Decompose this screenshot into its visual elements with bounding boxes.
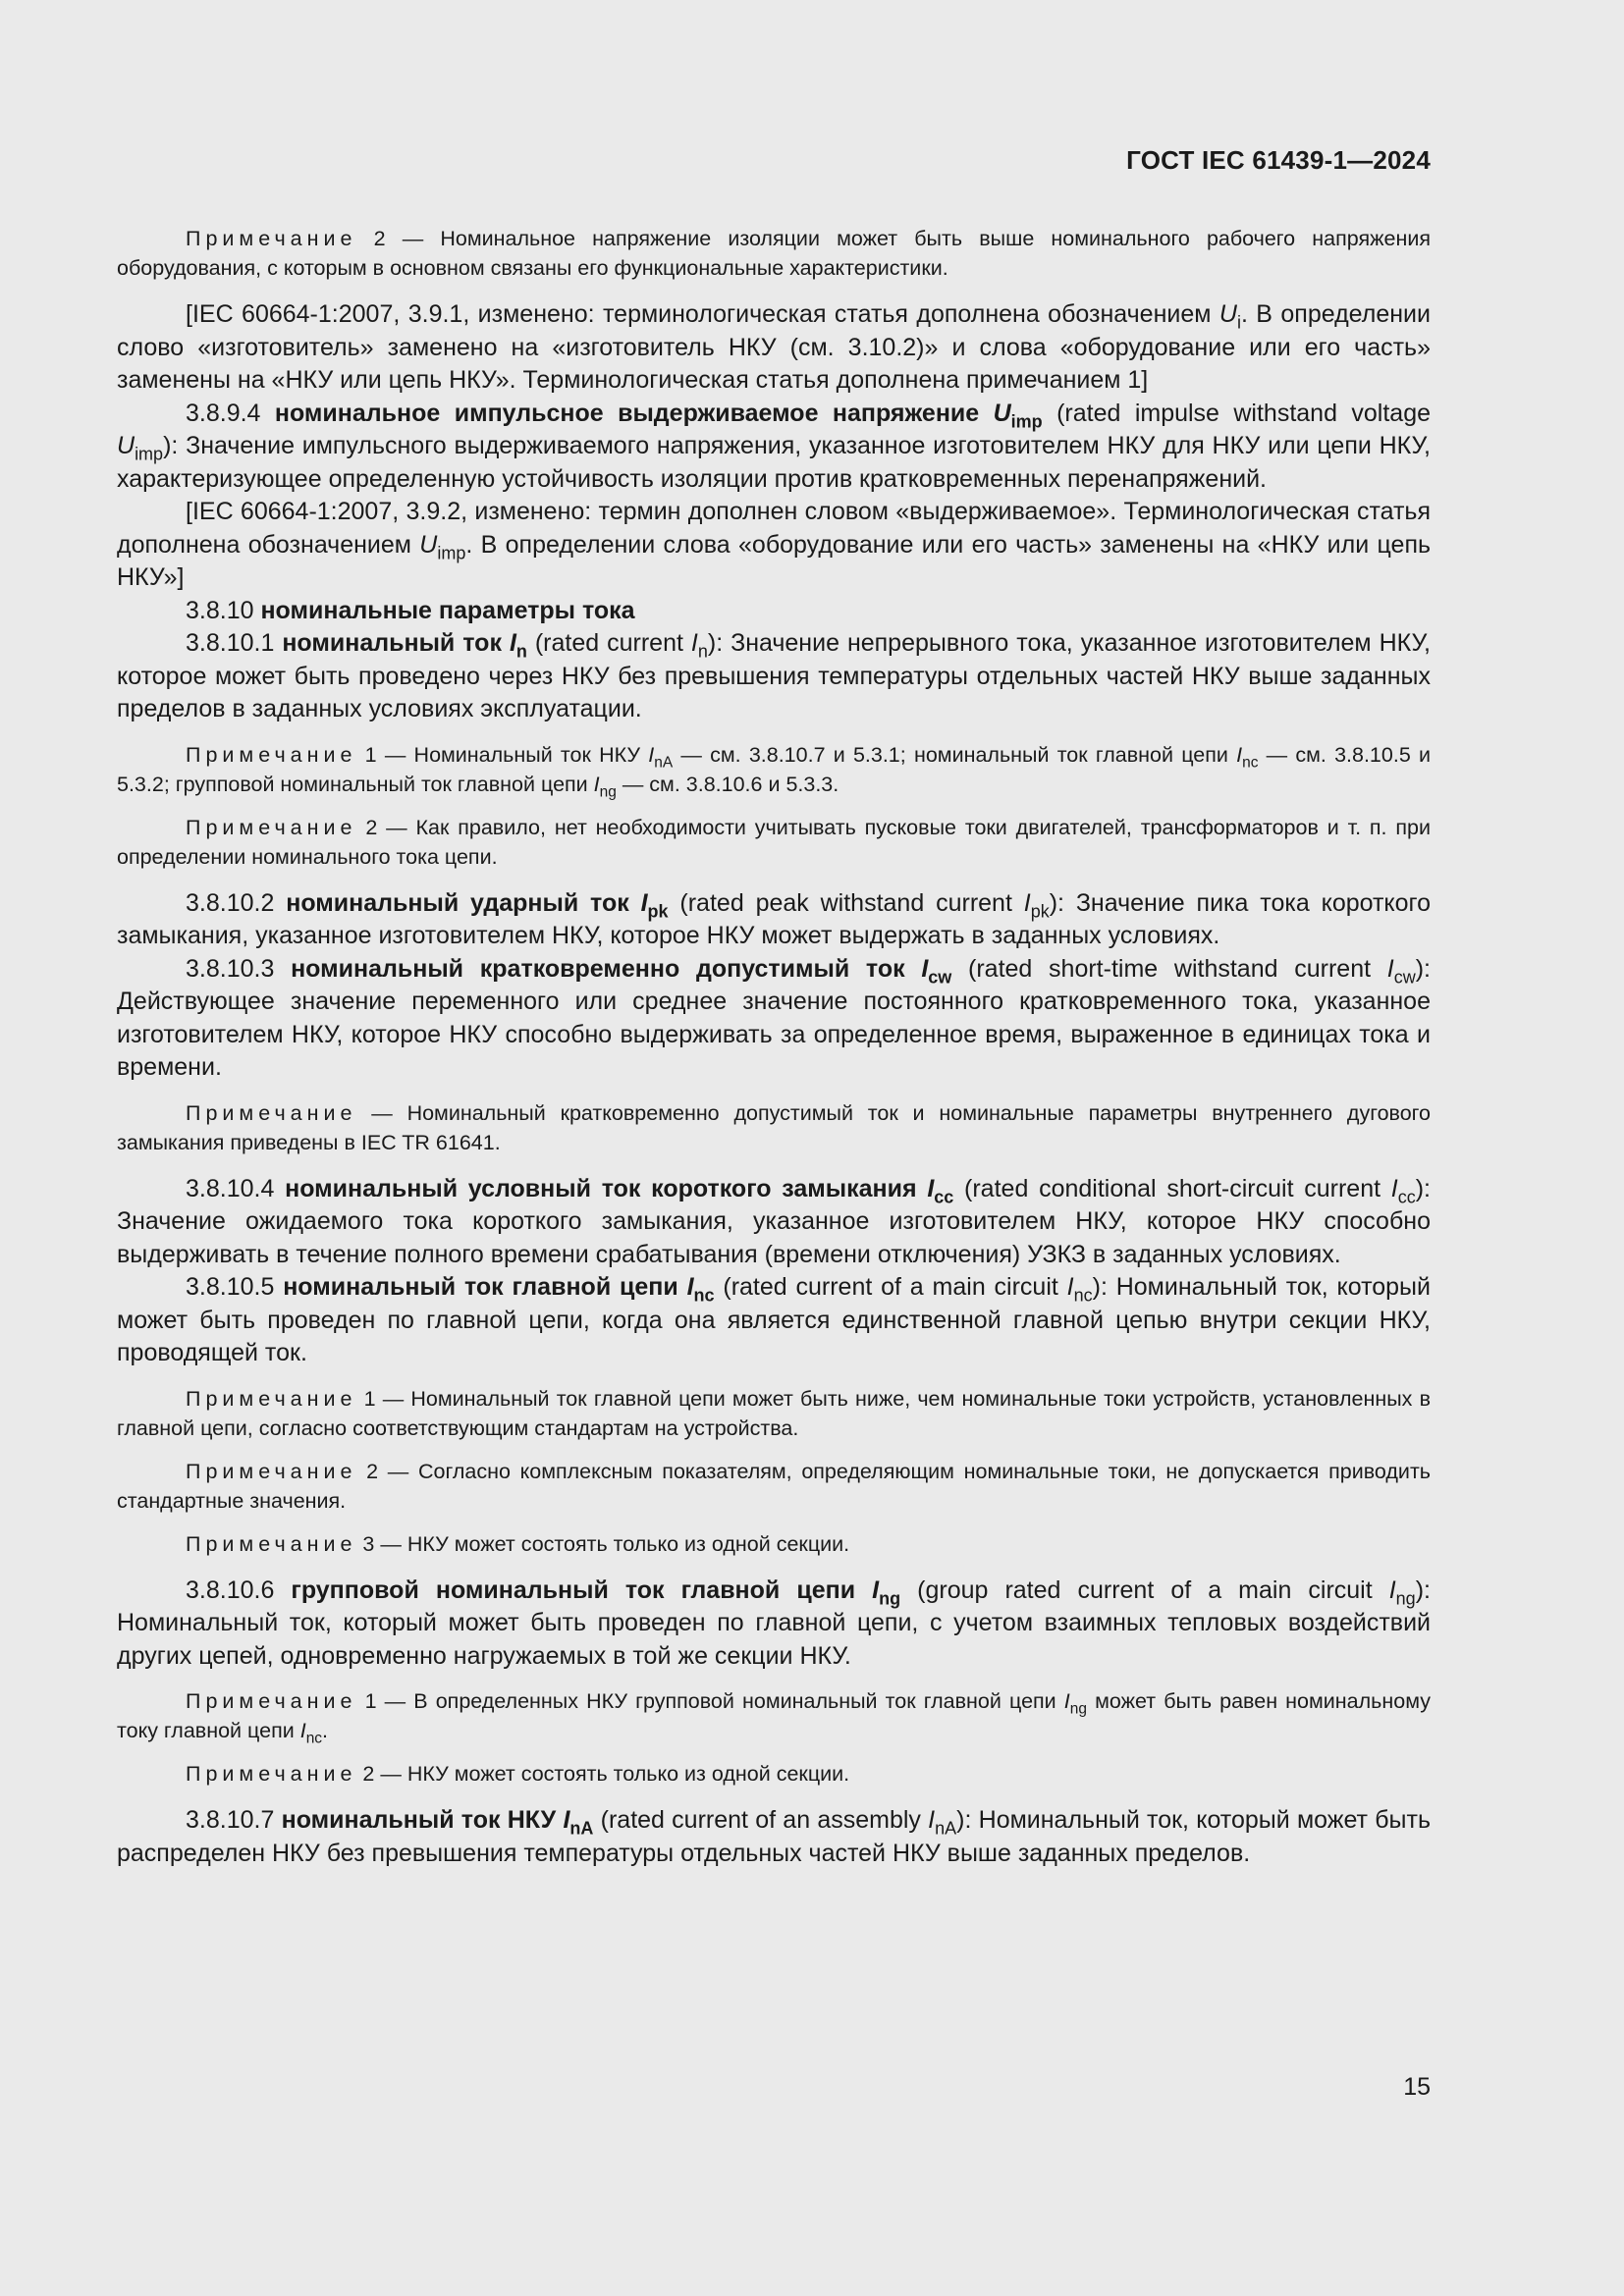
source-reference-paragraph: [IEC 60664-1:2007, 3.9.1, изменено: терминологическая статья дополнена обозначением $U_i$. В определении слово «изготовитель» заменено на «изготовитель НКУ (см. 3.10.2)» и слова «оборудование или его часть» заменены на «НКУ или цепь НКУ». Терминологическая статья дополнена примечанием 1] [117, 300, 1431, 394]
term-3-8-9-4: 3.8.9.4 номинальное импульсное выдерживаемое напряжение $U_{imp}$ (rated impulse withstand voltage $U_{imp}$): Значение импульсного выдерживаемого напряжения, указанное изготовителем НКУ для НКУ или цепи НКУ, характеризующее определенную устойчивость изоляции против кратковременных перенапряжений. [117, 399, 1432, 493]
term-3-8-10-5: 3.8.10.5 номинальный ток главной цепи $I_{nc}$ (rated current of a main circuit $I_{nc}$): Номинальный ток, который может быть проведен по главной цепи, когда она является единственной главной цепью внутри секции НКУ, проводящей ток. [117, 1273, 1431, 1366]
term-3-8-10-4: 3.8.10.4 номинальный условный ток короткого замыкания $I_{cc}$ (rated conditional short-circuit current $I_{cc}$): Значение ожидаемого тока короткого замыкания, указанное изготовителем НКУ, которое НКУ способно выдерживать в течение полного времени срабатывания (времени отключения) УЗКЗ в заданных условиях. [117, 1174, 1432, 1268]
note-paragraph: Примечание 3 — НКУ может состоять только из одной секции. [186, 1531, 850, 1556]
note-paragraph: Примечание 1 — В определенных НКУ групповой номинальный ток главной цепи $I_{ng}$ может быть равен номинальному току главной цепи $I_{nc}$. [117, 1689, 1431, 1747]
page-number: 15 [1403, 2073, 1431, 2101]
note-paragraph: Примечание 1 — Номинальный ток НКУ $I_{nA}$ — см. 3.8.10.7 и 5.3.1; номинальный ток главной цепи $I_{nc}$ — см. 3.8.10.5 и 5.3.2; групповой номинальный ток главной цепи $I_{ng}$ — см. 3.8.10.6 и 5.3.3. [117, 742, 1431, 800]
source-reference-paragraph: [IEC 60664-1:2007, 3.9.2, изменено: термин дополнен словом «выдерживаемое». Терминологическая статья дополнена обозначением $U_{imp}$. В определении слова «оборудование или его часть» заменены на «НКУ или цепь НКУ»] [117, 498, 1432, 591]
term-3-8-10-1: 3.8.10.1 номинальный ток $I_n$ (rated current $I_n$): Значение непрерывного тока, указанное изготовителем НКУ, которое может быть проведено через НКУ без превышения температуры отдельных частей НКУ выше заданных пределов в заданных условиях эксплуатации. [117, 629, 1431, 722]
document-body [117, 224, 1431, 1870]
term-3-8-10: 3.8.10 номинальные параметры тока [186, 596, 635, 624]
term-3-8-10-6: 3.8.10.6 групповой номинальный ток главной цепи $I_{ng}$ (group rated current of a main circuit $I_{ng}$): Номинальный ток, который может быть проведен по главной цепи, с учетом взаимных тепловых воздействий других цепей, одновременно нагружаемых в той же секции НКУ. [117, 1575, 1431, 1670]
term-3-8-10-7: 3.8.10.7 номинальный ток НКУ $I_{nA}$ (rated current of an assembly $I_{nA}$): Номинальный ток, который может быть распределен НКУ без превышения температуры отдельных частей НКУ выше заданных пределов. [117, 1806, 1431, 1867]
note-paragraph: Примечание — Номинальный кратковременно допустимый ток и номинальные параметры внутреннего дугового замыкания приведены в IEC TR 61641. [117, 1100, 1431, 1154]
note-paragraph: Примечание 2 — Номинальное напряжение изоляции может быть выше номинального рабочего напряжения оборудования, с которым в основном связаны его функциональные характеристики. [117, 227, 1431, 280]
note-paragraph: Примечание 2 — НКУ может состоять только из одной секции. [186, 1762, 850, 1786]
document-code-header: ГОСТ IEC 61439-1—2024 [1126, 145, 1431, 175]
term-3-8-10-3: 3.8.10.3 номинальный кратковременно допустимый ток $I_{cw}$ (rated short-time withstand current $I_{cw}$): Действующее значение переменного или среднее значение постоянного кратковременного тока, указанное изготовителем НКУ, которое НКУ способно выдерживать за определенное время, выраженное в единицах тока и времени. [117, 954, 1431, 1081]
term-3-8-10-2: 3.8.10.2 номинальный ударный ток $I_{pk}$ (rated peak withstand current $I_{pk}$): Значение пика тока короткого замыкания, указанное изготовителем НКУ, которое НКУ может выдержать в заданных условиях. [117, 888, 1432, 949]
note-paragraph: Примечание 1 — Номинальный ток главной цепи может быть ниже, чем номинальные токи устройств, установленных в главной цепи, согласно соответствующим стандартам на устройства. [117, 1386, 1431, 1440]
note-paragraph: Примечание 2 — Как правило, нет необходимости учитывать пусковые токи двигателей, трансформаторов и т. п. при определении номинального тока цепи. [117, 815, 1431, 869]
document-page [117, 0, 1431, 2296]
note-paragraph: Примечание 2 — Согласно комплексным показателям, определяющим номинальные токи, не допускается приводить стандартные значения. [117, 1459, 1431, 1513]
